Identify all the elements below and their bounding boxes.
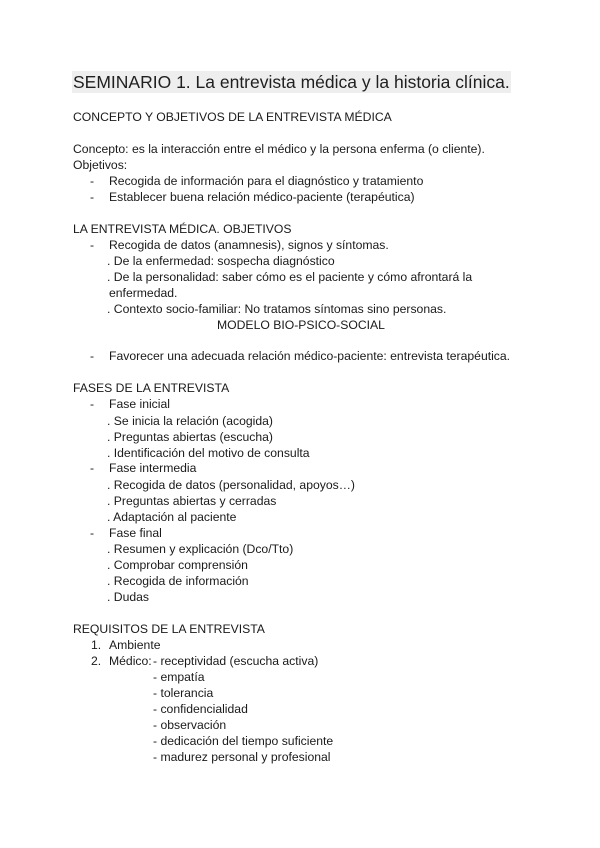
sub-item: . Preguntas abiertas y cerradas — [107, 494, 277, 508]
list-number: 2. — [91, 654, 102, 668]
sub-item: . De la personalidad: saber cómo es el paciente y cómo afrontará la — [107, 270, 473, 284]
sub-item: . Identificación del motivo de consulta — [107, 446, 310, 460]
phase-name: Fase intermedia — [109, 461, 197, 475]
sub-item: . Contexto socio-familiar: No tratamos síntomas sino personas. — [107, 302, 447, 316]
bullet-dash: - — [90, 174, 95, 188]
sub-item: . Comprobar comprensión — [107, 558, 248, 572]
bullet-dash: - — [90, 238, 95, 252]
trait-item: - confidencialidad — [153, 702, 248, 716]
bullet-dash: - — [90, 526, 95, 540]
trait-item: - empatía — [153, 670, 205, 684]
sub-item: . Resumen y explicación (Dco/Tto) — [107, 542, 294, 556]
sub-item: . Se inicia la relación (acogida) — [107, 414, 273, 428]
trait-item: - observación — [153, 718, 227, 732]
list-item: Médico: — [109, 654, 152, 668]
list-number: 1. — [91, 638, 102, 652]
list-item: Ambiente — [109, 638, 161, 652]
list-item: Recogida de datos (anamnesis), signos y síntomas. — [109, 238, 389, 252]
objetivos-label: Objetivos: — [73, 158, 128, 172]
trait-item: - madurez personal y profesional — [153, 750, 331, 764]
sub-item: . Preguntas abiertas (escucha) — [107, 430, 273, 444]
sub-item: . Recogida de información — [107, 574, 249, 588]
trait-item: - dedicación del tiempo suficiente — [153, 734, 334, 748]
phase-name: Fase inicial — [109, 397, 170, 411]
section-heading-fases: FASES DE LA ENTREVISTA — [73, 381, 230, 395]
sub-item: . Dudas — [107, 590, 150, 604]
section-heading-requisitos: REQUISITOS DE LA ENTREVISTA — [73, 622, 265, 636]
sub-item: . De la enfermedad: sospecha diagnóstico — [107, 254, 335, 268]
list-item: Establecer buena relación médico-paciente (terapéutica) — [109, 190, 415, 204]
section-heading-objetivos: LA ENTREVISTA MÉDICA. OBJETIVOS — [73, 222, 292, 236]
bullet-dash: - — [90, 397, 95, 411]
bullet-dash: - — [90, 461, 95, 475]
trait-item: - receptividad (escucha activa) — [153, 654, 319, 668]
sub-item: . Adaptación al paciente — [107, 510, 237, 524]
sub-item: . Recogida de datos (personalidad, apoyos…) — [107, 478, 355, 492]
section-heading-concepto: CONCEPTO Y OBJETIVOS DE LA ENTREVISTA MÉDICA — [73, 110, 392, 124]
bullet-dash: - — [90, 349, 95, 363]
sub-item: enfermedad. — [109, 286, 178, 300]
page-title: SEMINARIO 1. La entrevista médica y la historia clínica. — [73, 72, 510, 92]
trait-item: - tolerancia — [153, 686, 214, 700]
list-item: Recogida de información para el diagnóstico y tratamiento — [109, 174, 424, 188]
bullet-dash: - — [90, 190, 95, 204]
concepto-text: Concepto: es la interacción entre el médico y la persona enferma (o cliente). — [73, 142, 485, 156]
list-item: Favorecer una adecuada relación médico-paciente: entrevista terapéutica. — [109, 349, 511, 363]
phase-name: Fase final — [109, 526, 162, 540]
model-label: MODELO BIO-PSICO-SOCIAL — [217, 318, 385, 332]
